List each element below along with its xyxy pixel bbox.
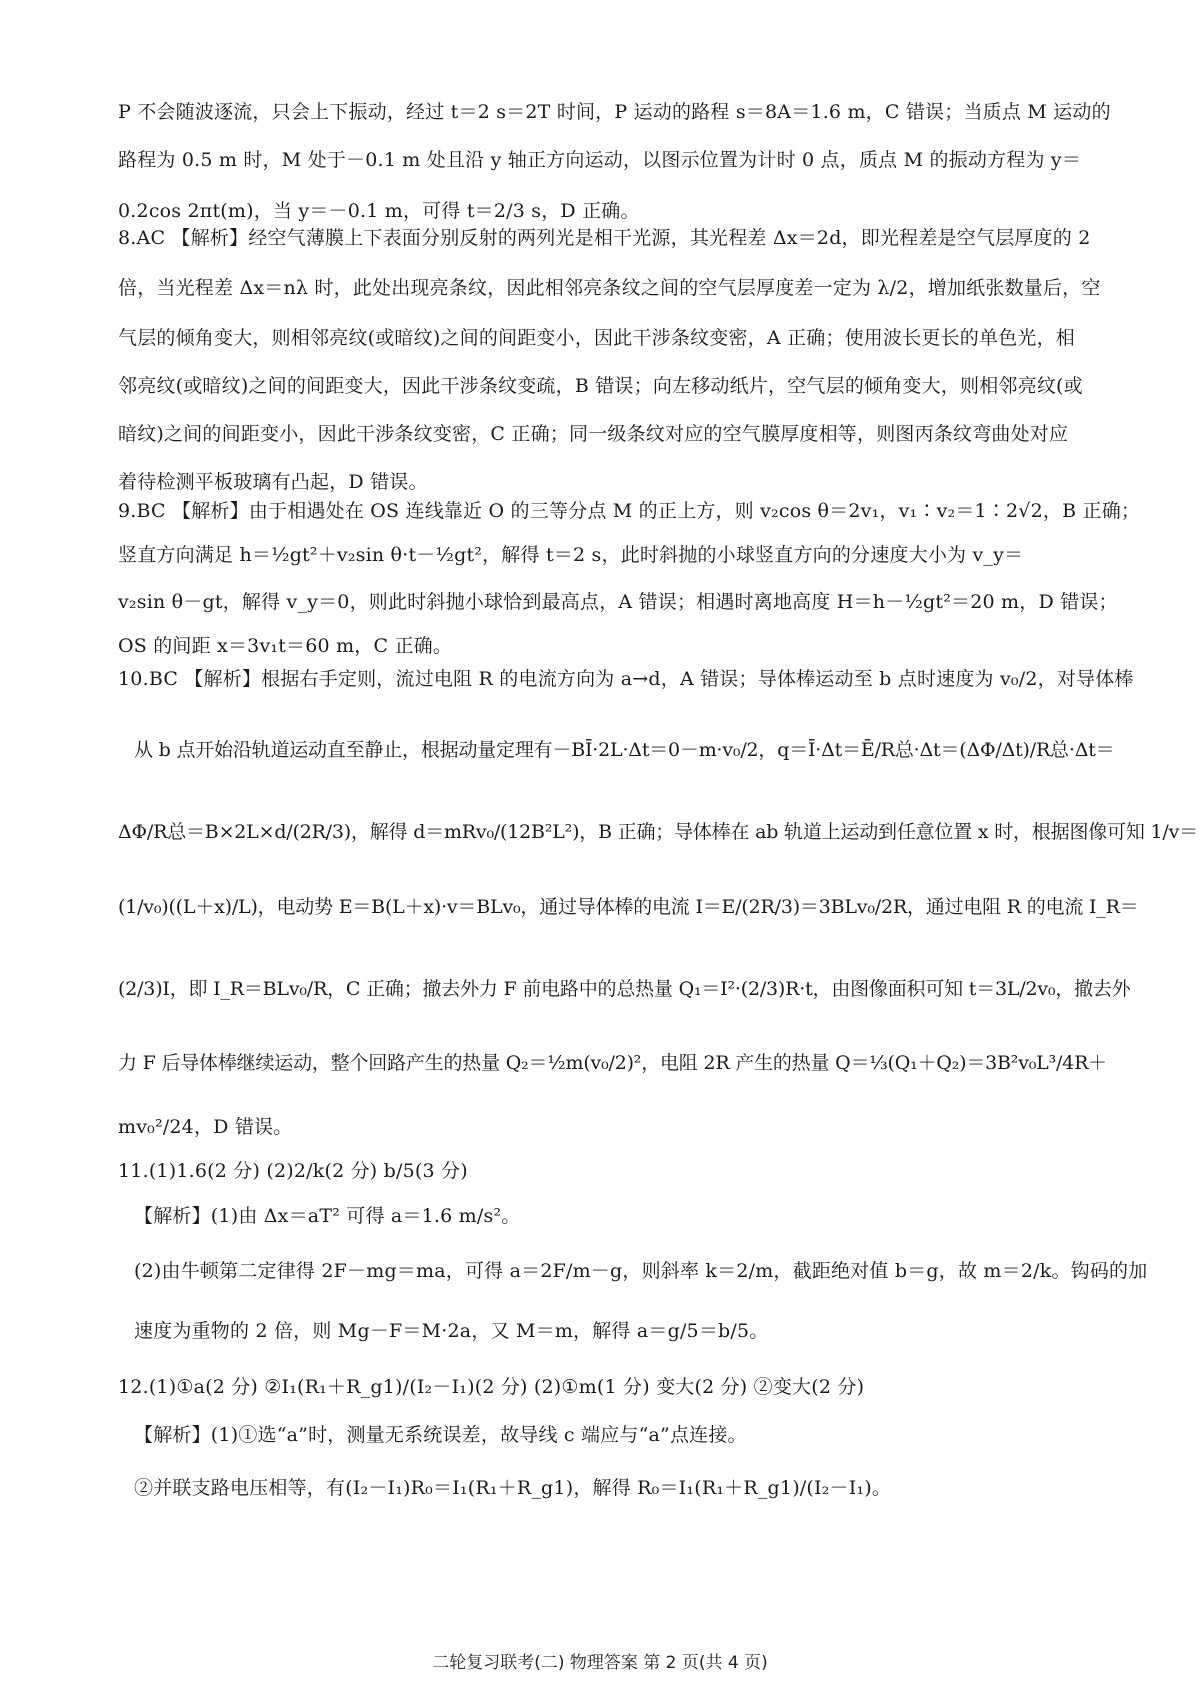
text-line: 竖直方向满足 h＝½gt²＋v₂sin θ·t－½gt²，解得 t＝2 s，此时斜抛的小球竖直方向的分速度大小为 v_y＝ [118, 544, 1024, 566]
text-line: 9.BC 【解析】由于相遇处在 OS 连线靠近 O 的三等分点 M 的正上方，则 v₂cos θ＝2v₁，v₁∶v₂＝1∶2√2，B 正确； [118, 500, 1141, 522]
text-line: 邻亮纹(或暗纹)之间的间距变大，因此干涉条纹变疏，B 错误；向左移动纸片，空气层的倾角变大，则相邻亮纹(或 [118, 375, 1083, 397]
text-line: 暗纹)之间的间距变小，因此干涉条纹变密，C 正确；同一级条纹对应的空气膜厚度相等，则图丙条纹弯曲处对应 [118, 423, 1069, 445]
page-footer: 二轮复习联考(二) 物理答案 第 2 页(共 4 页) [432, 1653, 768, 1673]
section-q11 [118, 1150, 1148, 1360]
analysis-line: (2)由牛顿第二定律得 2F－mg＝ma，可得 a＝2F/m－g，则斜率 k＝2/m，截距绝对值 b＝g，故 m＝2/k。钩码的加 [134, 1260, 1148, 1282]
text-line: mv₀²/24，D 错误。 [118, 1116, 293, 1138]
section-q12 [118, 1364, 1138, 1516]
text-line: 从 b 点开始沿轨道运动直至静止，根据动量定理有－BĪ·2L·Δt＝0－m·v₀/2，q＝Ī·Δt＝Ē/R总·Δt＝(ΔΦ/Δt)/R总·Δt＝ [134, 739, 1115, 761]
text-line: 倍，当光程差 Δx＝nλ 时，此处出现亮条纹，因此相邻亮条纹之间的空气层厚度差一定为 λ/2，增加纸张数量后，空 [118, 277, 1101, 299]
section-q10 [118, 658, 1198, 1156]
answer-line: 11.(1)1.6(2 分) (2)2/k(2 分) b/5(3 分) [118, 1160, 468, 1182]
text-line: 气层的倾角变大，则相邻亮纹(或暗纹)之间的间距变小，因此干涉条纹变密，A 正确；使用波长更长的单色光，相 [118, 327, 1075, 349]
text-line: 力 F 后导体棒继续运动，整个回路产生的热量 Q₂＝½m(v₀/2)²，电阻 2R 产生的热量 Q＝⅓(Q₁＋Q₂)＝3B²v₀L³/4R＋ [118, 1052, 1107, 1074]
analysis-line: ②并联支路电压相等，有(I₂－I₁)R₀＝I₁(R₁＋R_g1)，解得 R₀＝I₁(R₁＋R_g1)/(I₂－I₁)。 [134, 1477, 892, 1499]
text-line: 0.2cos 2πt(m)，当 y＝－0.1 m，可得 t＝2/3 s，D 正确。 [118, 200, 640, 222]
text-line: OS 的间距 x＝3v₁t＝60 m，C 正确。 [118, 635, 453, 657]
text-line: 路程为 0.5 m 时，M 处于－0.1 m 处且沿 y 轴正方向运动，以图示位置为计时 0 点，质点 M 的振动方程为 y＝ [118, 149, 1082, 171]
text-line: ΔΦ/R总＝B×2L×d/(2R/3)，解得 d＝mRv₀/(12B²L²)，B 正确；导体棒在 ab 轨道上运动到任意位置 x 时，根据图像可知 1/v＝ [118, 821, 1198, 843]
answer-line: 12.(1)①a(2 分) ②I₁(R₁＋R_g1)/(I₂－I₁)(2 分) (2)①m(1 分) 变大(2 分) ②变大(2 分) [118, 1376, 865, 1398]
text-line: 10.BC 【解析】根据右手定则，流过电阻 R 的电流方向为 a→d，A 错误；导体棒运动至 b 点时速度为 v₀/2，对导体棒 [118, 668, 1134, 690]
text-line: 8.AC 【解析】经空气薄膜上下表面分别反射的两列光是相干光源，其光程差 Δx＝2d，即光程差是空气层厚度的 2 [118, 227, 1091, 249]
analysis-line: 【解析】(1)①选“a”时，测量无系统误差，故导线 c 端应与“a”点连接。 [134, 1424, 747, 1446]
text-line: (1/v₀)((L＋x)/L)，电动势 E＝B(L＋x)·v＝BLv₀，通过导体棒的电流 I＝E/(2R/3)＝3BLv₀/2R，通过电阻 R 的电流 I_R＝ [118, 896, 1139, 918]
text-line: 着待检测平板玻璃有凸起，D 错误。 [118, 471, 428, 493]
section-q9 [118, 490, 1141, 666]
analysis-line: 速度为重物的 2 倍，则 Mg－F＝M·2a，又 M＝m，解得 a＝g/5＝b/5。 [134, 1320, 769, 1342]
text-line: (2/3)I，即 I_R＝BLv₀/R，C 正确；撤去外力 F 前电路中的总热量 Q₁＝I²·(2/3)R·t，由图像面积可知 t＝3L/2v₀，撤去外 [118, 978, 1131, 1000]
analysis-line: 【解析】(1)由 Δx＝aT² 可得 a＝1.6 m/s²。 [134, 1205, 521, 1227]
text-line: v₂sin θ－gt，解得 v_y＝0，则此时斜抛小球恰到最高点，A 错误；相遇时离地高度 H＝h－½gt²＝20 m，D 错误； [118, 591, 1118, 613]
text-line: P 不会随波逐流，只会上下振动，经过 t＝2 s＝2T 时间，P 运动的路程 s＝8A＝1.6 m，C 错误；当质点 M 运动的 [118, 101, 1111, 123]
section-q8 [118, 214, 1138, 506]
